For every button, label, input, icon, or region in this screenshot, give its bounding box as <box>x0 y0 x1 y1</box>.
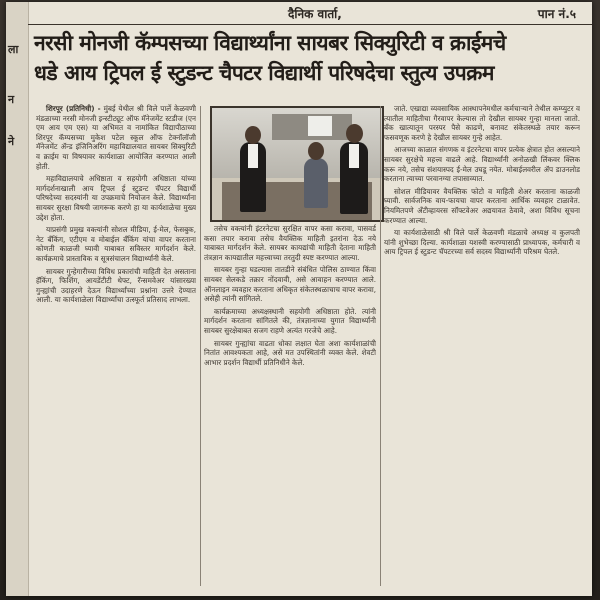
article-column-3 <box>384 104 580 588</box>
paragraph: मुंबई येथील श्री विले पार्ले केळवणी मंडळाच्या नरसी मोनजी इन्स्टीट्यूट ऑफ मॅनेजमेंट स्टडीज (एन एम आय एम एस) या अभिमत व नामांकित विद्यापीठाच्या शिरपूर कॅम्पसच्या मुकेश पटेल स्कूल ऑफ टेक्नॉलॉजी मॅनेजमेंट ॲन्ड इंजिनिअरिंग महाविद्यालयात सायबर सिक्युरिटी व क्राईम या विषयावर कार्यशाळा आयोजित करण्यात आली होती. <box>36 104 196 171</box>
newspaper-page <box>6 2 592 596</box>
paragraph: सायबर गुन्हेगारीच्या विविध प्रकारांची माहिती देत असताना हॅकिंग, फिशिंग, आयडेंटीटी थेफ्ट, रॅन्समवेअर यांसारख्या गुन्ह्यांची उदाहरणे देऊन विद्यार्थ्यांच्या प्रश्नांना उत्तरे देण्यात आली. या कार्यशाळेला विद्यार्थ्यांचा उत्स्फूर्त प्रतिसाद लाभला. <box>36 266 196 305</box>
dateline: शिरपूर (प्रतिनिधी) - <box>46 104 101 113</box>
paragraph: कार्यक्रमाच्या अध्यक्षस्थानी सहयोगी अधिष्ठाता होते. त्यांनी मार्गदर्शन करताना सांगितले की, तंत्रज्ञानाच्या युगात विद्यार्थ्यांनी सायबर सुरक्षेबाबत सजग राहणे अत्यंत गरजेचे आहे. <box>204 306 376 335</box>
strip-fragment: न <box>8 93 15 106</box>
column-divider <box>200 106 201 586</box>
paragraph: आजच्या काळात संगणक व इंटरनेटचा वापर प्रत्येक क्षेत्रात होत असल्याने सायबर सुरक्षेचे महत्त्व वाढले आहे. विद्यार्थ्यांनी अनोळखी लिंकवर क्लिक करू नये, तसेच संशयास्पद ई-मेल उघडू नयेत. मोबाईलवरील ॲप डाउनलोड करताना त्याच्या परवानग्या तपासाव्यात. <box>384 145 580 184</box>
paragraph: या कार्यशाळेसाठी श्री विले पार्ले केळवणी मंडळाचे अध्यक्ष व कुलपती यांनी शुभेच्छा दिल्या. कार्यशाळा यशस्वी करण्यासाठी प्राध्यापक, कर्मचारी व आय ट्रिपल ई स्टुडन्ट चॅपटरच्या सर्व सदस्य विद्यार्थ्यांनी परिश्रम घेतले. <box>384 228 580 257</box>
event-photo <box>210 106 384 222</box>
paragraph: सायबर गुन्ह्यांचा वाढता धोका लक्षात घेता अशा कार्यशाळांची नितांत आवश्यकता आहे, असे मत उपस्थितांनी व्यक्त केले. शेवटी आभार प्रदर्शन विद्यार्थी प्रतिनिधीने केले. <box>204 338 376 367</box>
paragraph: सायबर गुन्हा घडल्यास तातडीने संबंधित पोलिस ठाण्यात किंवा सायबर सेलकडे तक्रार नोंदवावी, असे आवाहन करण्यात आले. ऑनलाइन व्यवहार करताना अधिकृत संकेतस्थळाचाच वापर करावा, असेही त्यांनी सांगितले. <box>204 265 376 304</box>
headline-line-2: धडे आय ट्रिपल ई स्टुडन्ट चैपटर विद्यार्थी परिषदेचा स्तुत्य उपक्रम <box>34 61 494 85</box>
page-number: पान नं.५ <box>537 7 576 21</box>
headline-line-1: नरसी मोनजी कॅम्पसच्या विद्यार्थ्यांना सायबर सिक्युरिटी व क्राईमचे <box>34 31 506 55</box>
paragraph: तसेच वक्त्यांनी इंटरनेटचा सुरक्षित वापर कसा करावा, पासवर्ड कसा तयार करावा तसेच वैयक्तिक माहिती इतरांना देऊ नये याबाबत मार्गदर्शन केले. सायबर कायद्यांची माहिती देताना माहिती तंत्रज्ञान कायद्यातील महत्त्वाच्या तरतुदी स्पष्ट करण्यात आल्या. <box>204 224 376 262</box>
article-column-2 <box>204 224 376 588</box>
strip-fragment: ला <box>8 43 19 56</box>
strip-fragment: ने <box>8 135 15 148</box>
article-column-1 <box>36 104 196 588</box>
paragraph: जाते. एखाद्या व्यवसायिक आस्थापनेमधील कर्मचाऱ्याने तेथील कम्प्युटर व त्यातील माहितीचा गैरवापर केल्यास तो देखील सायबर गुन्हा मानला जातो. बँक खात्यातून परस्पर पैसे काढणे, बनावट संकेतस्थळे तयार करून फसवणूक करणे हे देखील सायबर गुन्हे आहेत. <box>384 104 580 142</box>
paragraph: सोशल मीडियावर वैयक्तिक फोटो व माहिती शेअर करताना काळजी घ्यावी. सार्वजनिक वाय-फायचा वापर करताना आर्थिक व्यवहार टाळावेत. नियमितपणे अँटीव्हायरस सॉफ्टवेअर अद्ययावत ठेवावे, अशा विविध सूचना करण्यात आल्या. <box>384 186 580 225</box>
paragraph: महाविद्यालयाचे अधिष्ठाता व सहयोगी अधिष्ठाता यांच्या मार्गदर्शनाखाली आय ट्रिपल ई स्टुडन्ट चॅपटर विद्यार्थी परिषदेच्या सदस्यांनी या उपक्रमाचे नियोजन केले. विद्यार्थ्यांना सायबर सुरक्षा विषयी जागरूक करणे हा या कार्यशाळेचा मुख्य उद्देश होता. <box>36 174 196 222</box>
paragraph: याप्रसंगी प्रमुख वक्त्यांनी सोशल मीडिया, ई-मेल, फेसबुक, नेट बँकिंग, एटीएम व मोबाईल बँकिंग यांचा वापर करताना कोणती काळजी घ्यावी याबाबत सविस्तर मार्गदर्शन केले. कार्यक्रमाचे प्रास्ताविक व सूत्रसंचालन विद्यार्थ्यांनी केले. <box>36 225 196 263</box>
article-headline <box>34 28 584 88</box>
paper-name: दैनिक वार्ता, <box>288 7 342 21</box>
column-divider <box>380 106 381 586</box>
masthead-bar <box>28 2 592 25</box>
adjacent-column-strip <box>6 2 29 596</box>
